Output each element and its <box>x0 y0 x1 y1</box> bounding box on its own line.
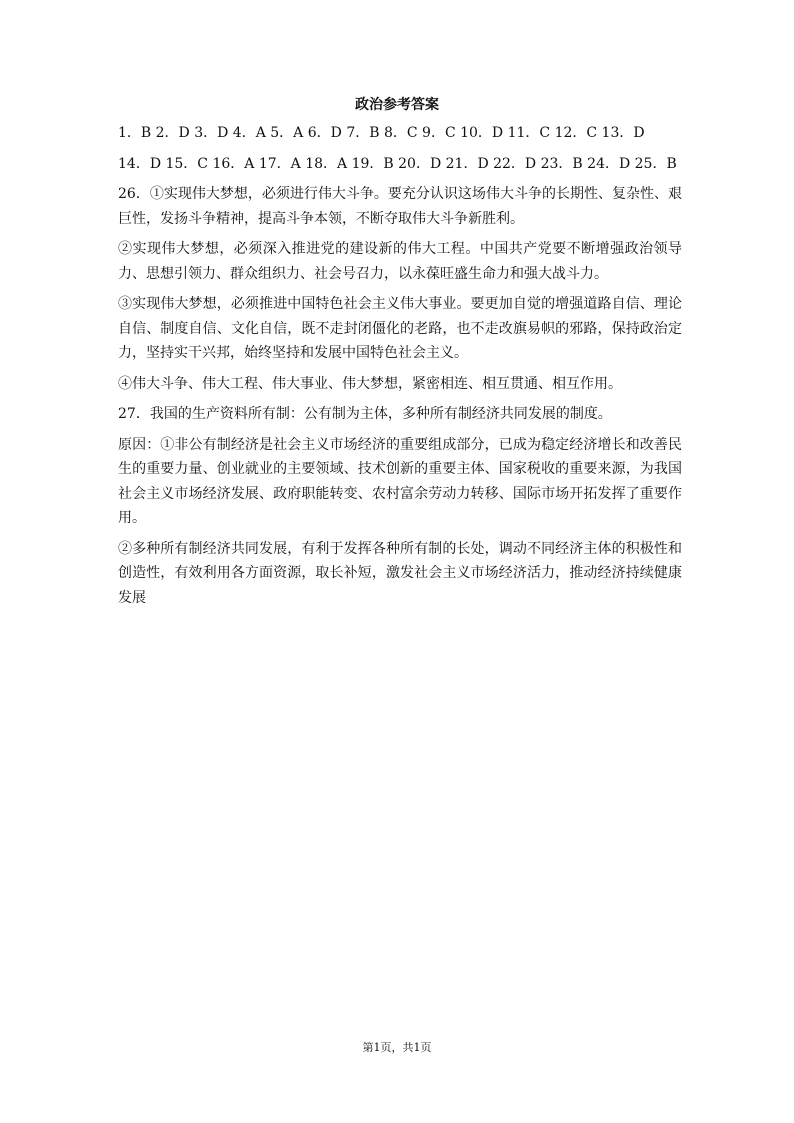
answer-26-point-1: 26．①实现伟大梦想，必须进行伟大斗争。要充分认识这场伟大斗争的长期性、复杂性、艰巨性，发扬斗争精神，提高斗争本领，不断夺取伟大斗争新胜利。 <box>118 186 682 227</box>
answer-26-point-4: ④伟大斗争、伟大工程、伟大事业、伟大梦想，紧密相连、相互贯通、相互作用。 <box>118 375 622 392</box>
document-title: 政治参考答案 <box>355 97 439 113</box>
answer-line-1-13: 1．B 2．D 3．D 4．A 5．A 6．D 7．B 8．C 9．C 10．D 11．C 12．C 13．D <box>118 125 645 141</box>
answer-27-reason-1: 原因：①非公有制经济是社会主义市场经济的重要组成部分，已成为稳定经济增长和改善民生的重要力量、创业就业的主要领域、技术创新的重要主体、国家税收的重要来源，为我国社会主义市场经济发展、政府职能转变、农村富余劳动力转移、国际市场开拓发挥了重要作用。 <box>118 436 682 526</box>
answer-26-point-2: ②实现伟大梦想，必须深入推进党的建设新的伟大工程。中国共产党要不断增强政治领导力、思想引领力、群众组织力、社会号召力，以永葆旺盛生命力和强大战斗力。 <box>118 241 682 282</box>
answer-content <box>118 121 682 616</box>
page-footer: 第1页，共1页 <box>362 1041 432 1054</box>
answer-27-intro: 27．我国的生产资料所有制：公有制为主体，多种所有制经济共同发展的制度。 <box>118 406 612 422</box>
answer-26-point-3: ③实现伟大梦想，必须推进中国特色社会主义伟大事业。要更加自觉的增强道路自信、理论自信、制度自信、文化自信，既不走封闭僵化的老路，也不走改旗易帜的邪路，保持政治定力，坚持实干兴邦，始终坚持和发展中国特色社会主义。 <box>118 296 682 361</box>
answer-27-reason-2: ②多种所有制经济共同发展，有利于发挥各种所有制的长处，调动不同经济主体的积极性和创造性，有效利用各方面资源，取长补短，激发社会主义市场经济活力，推动经济持续健康发展 <box>118 540 682 606</box>
answer-line-14-25: 14．D 15．C 16．A 17．A 18．A 19．B 20．D 21．D 22．D 23．B 24．D 25．B <box>118 155 677 172</box>
